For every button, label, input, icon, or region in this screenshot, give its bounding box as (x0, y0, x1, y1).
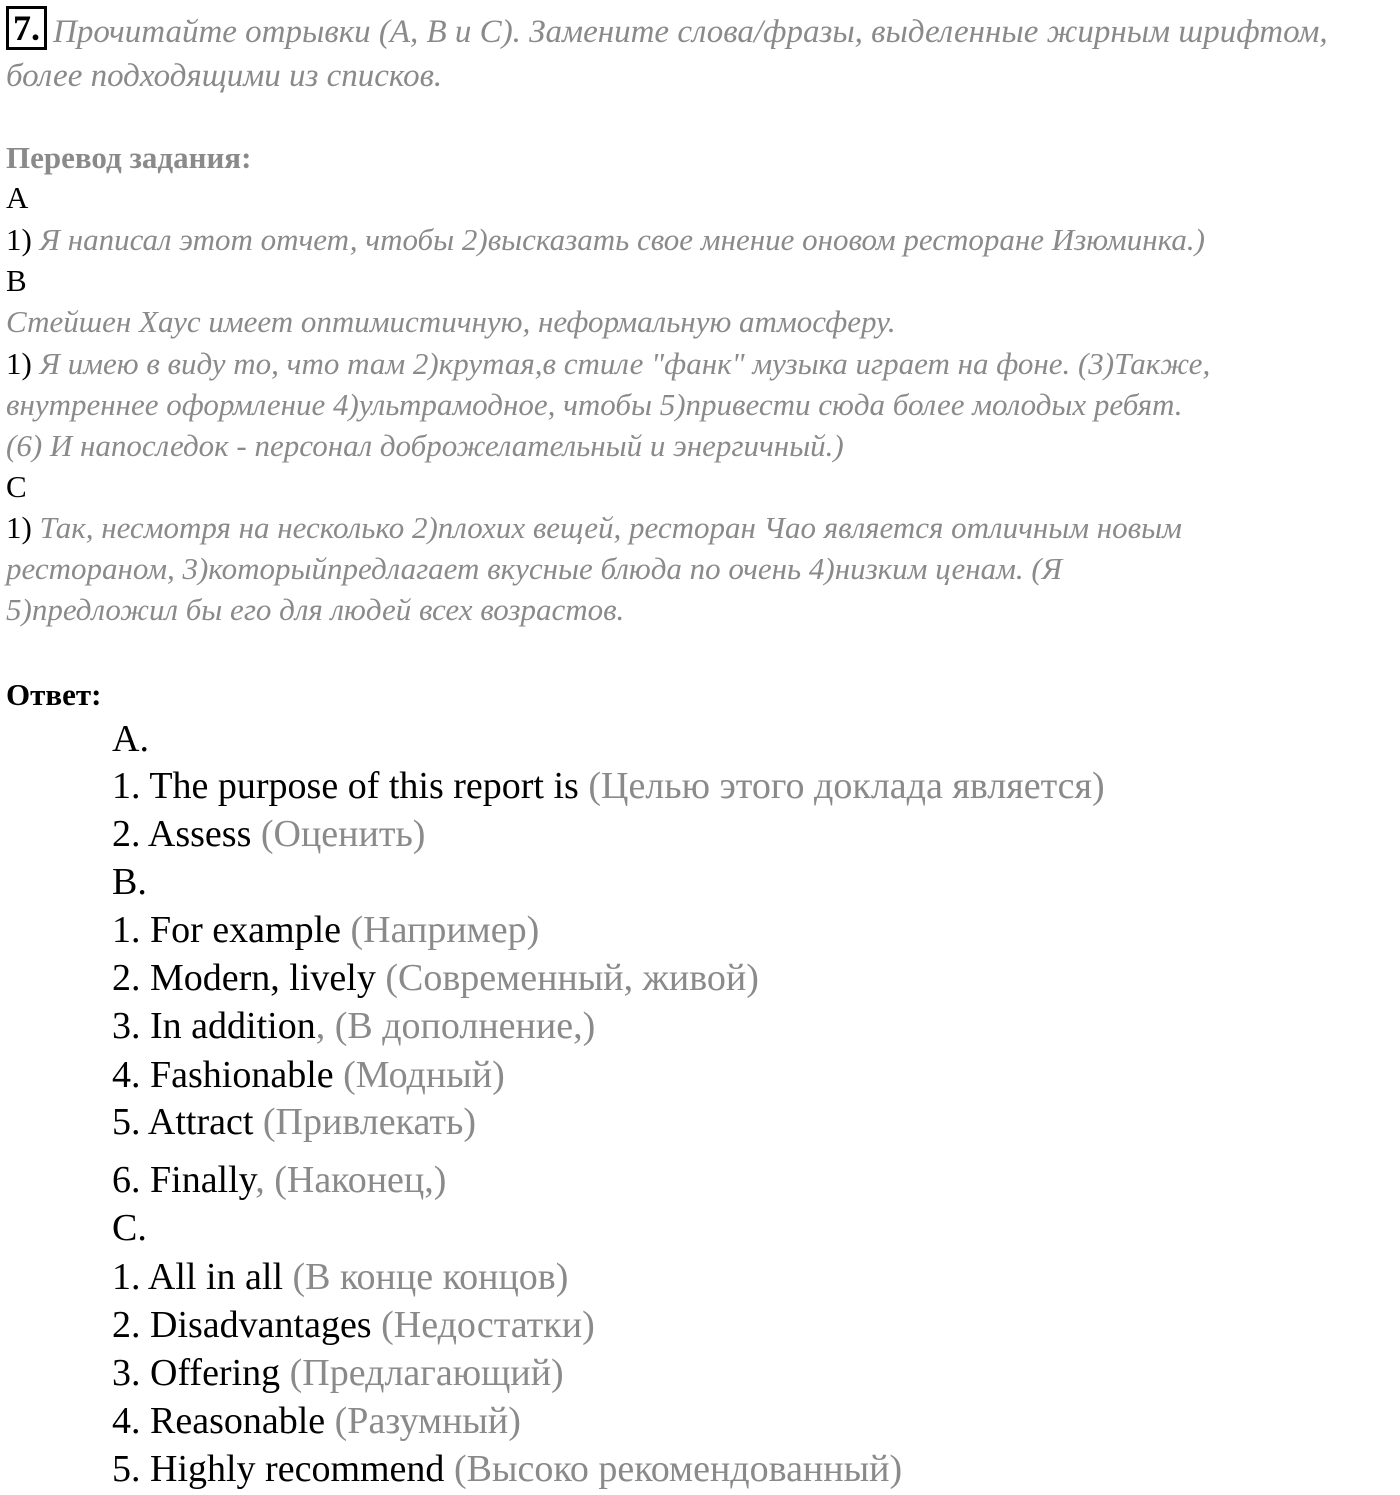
answer-header: Ответ: (6, 677, 102, 712)
task-instruction: Прочитайте отрывки (A, B и C). Замените слова/фразы, выделенные жирным шрифтом, более подходящими из списков. (6, 14, 1328, 94)
answer-a-item-2: 2. Assess (Оценить) (112, 813, 426, 855)
answer-b-item-1: 1. For example (Например) (112, 909, 540, 951)
translation-c-line-2: рестораном, 3)которыйпредлагает вкусные блюда по очень 4)низким ценам. (Я (6, 551, 1063, 586)
task-number: 7. (6, 6, 47, 50)
answer-b-item-3: 3. In addition, (В дополнение,) (112, 1005, 596, 1047)
translation-b-line-1: 1) Я имею в виду то, что там 2)крутая,в стиле "фанк" музыка играет на фоне. (3)Также, (6, 346, 1211, 381)
task-instruction-block (6, 6, 1396, 98)
answer-label-c: C. (112, 1207, 147, 1249)
answer-b-item-2: 2. Modern, lively (Современный, живой) (112, 957, 759, 999)
answer-c-item-4: 4. Reasonable (Разумный) (112, 1400, 521, 1442)
answer-c-item-5: 5. Highly recommend (Высоко рекомендованный) (112, 1448, 903, 1490)
translation-c-line-3: 5)предложил бы его для людей всех возрастов. (6, 592, 625, 627)
translation-a-line-1: 1) Я написал этот отчет, чтобы 2)высказать свое мнение оновом ресторане Изюминка.) (6, 222, 1205, 257)
translation-b-line-2: внутреннее оформление 4)ультрамодное, чтобы 5)привести сюда более молодых ребят. (6, 387, 1183, 422)
translation-letter-b: B (6, 263, 27, 298)
translation-c-line-1: 1) Так, несмотря на несколько 2)плохих вещей, ресторан Чао является отличным новым (6, 510, 1182, 545)
answer-c-item-2: 2. Disadvantages (Недостатки) (112, 1304, 595, 1346)
answer-label-a: A. (112, 718, 149, 760)
answer-label-b: B. (112, 861, 147, 903)
answer-b-item-5: 5. Attract (Привлекать) (112, 1101, 476, 1143)
translation-b-intro: Стейшен Хаус имеет оптимистичную, неформальную атмосферу. (6, 304, 896, 339)
translation-letter-a: A (6, 180, 29, 215)
translation-header: Перевод задания: (6, 140, 252, 175)
translation-letter-c: C (6, 469, 27, 504)
answer-b-item-4: 4. Fashionable (Модный) (112, 1054, 505, 1096)
answer-c-item-1: 1. All in all (В конце концов) (112, 1256, 569, 1298)
answer-a-item-1: 1. The purpose of this report is (Целью этого доклада является) (112, 765, 1105, 807)
answer-c-item-3: 3. Offering (Предлагающий) (112, 1352, 564, 1394)
answer-b-item-6: 6. Finally, (Наконец,) (112, 1159, 447, 1201)
translation-b-line-3: (6) И напоследок - персонал доброжелательный и энергичный.) (6, 428, 844, 463)
